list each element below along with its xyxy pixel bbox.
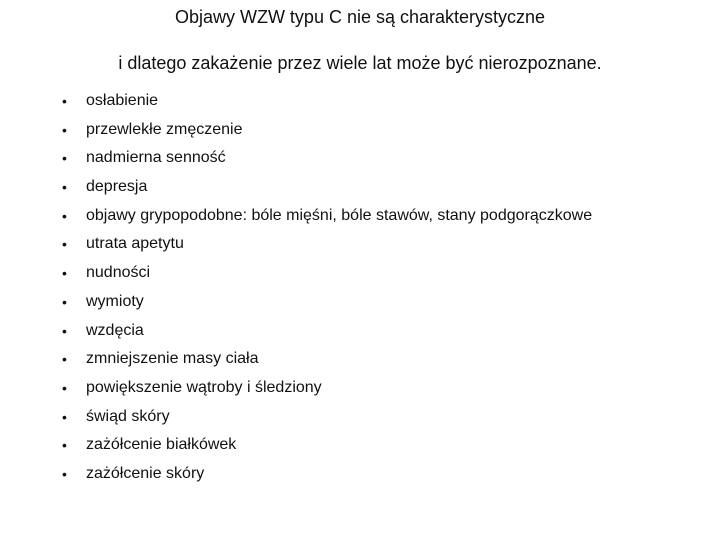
bullet-icon: •	[62, 408, 67, 425]
symptom-text: zażółcenie skóry	[86, 464, 205, 482]
symptom-item	[62, 116, 592, 145]
symptom-item	[62, 317, 592, 346]
bullet-icon: •	[62, 179, 67, 196]
symptom-text: wymioty	[86, 292, 144, 310]
symptom-item	[62, 345, 592, 374]
bullet-icon: •	[62, 322, 67, 339]
symptom-item	[62, 202, 592, 231]
symptom-item	[62, 230, 592, 259]
slide-title-line-1: Objawy WZW typu C nie są charakterystyczne	[174, 7, 546, 27]
symptom-text: depresja	[86, 178, 148, 196]
bullet-icon: •	[62, 93, 67, 109]
symptom-text: nadmierna senność	[86, 149, 226, 167]
symptom-item	[62, 87, 592, 116]
symptom-item	[62, 431, 592, 460]
bullet-icon: •	[62, 121, 67, 138]
bullet-icon: •	[62, 379, 67, 396]
symptom-text: przewlekłe zmęczenie	[86, 120, 243, 138]
symptom-text: osłabienie	[86, 92, 159, 109]
symptom-list	[62, 87, 592, 489]
symptom-item	[62, 173, 592, 202]
bullet-icon: •	[62, 437, 67, 454]
bullet-icon: •	[62, 293, 67, 310]
symptom-text: nudności	[86, 264, 151, 282]
symptom-text: powiększenie wątroby i śledziony	[86, 378, 322, 396]
bullet-icon: •	[62, 265, 67, 282]
bullet-icon: •	[62, 207, 67, 224]
symptom-item	[62, 288, 592, 317]
bullet-icon: •	[62, 150, 67, 167]
symptom-text: zmniejszenie masy ciała	[86, 350, 259, 368]
bullet-icon: •	[62, 465, 67, 482]
symptom-text: utrata apetytu	[86, 235, 184, 253]
symptom-item	[62, 374, 592, 403]
slide-title-line-2: i dlatego zakażenie przez wiele lat może być nierozpoznane.	[118, 53, 602, 73]
bullet-icon: •	[62, 236, 67, 253]
symptom-text: świąd skóry	[86, 407, 170, 425]
bullet-icon: •	[62, 351, 67, 368]
symptom-text: wzdęcia	[86, 321, 144, 339]
symptom-item	[62, 460, 592, 489]
symptom-item	[62, 259, 592, 288]
symptom-text: objawy grypopodobne: bóle mięśni, bóle stawów, stany podgorączkowe	[86, 206, 593, 224]
symptom-item	[62, 144, 592, 173]
symptom-text: zażółcenie białkówek	[86, 436, 237, 454]
symptom-item	[62, 403, 592, 432]
